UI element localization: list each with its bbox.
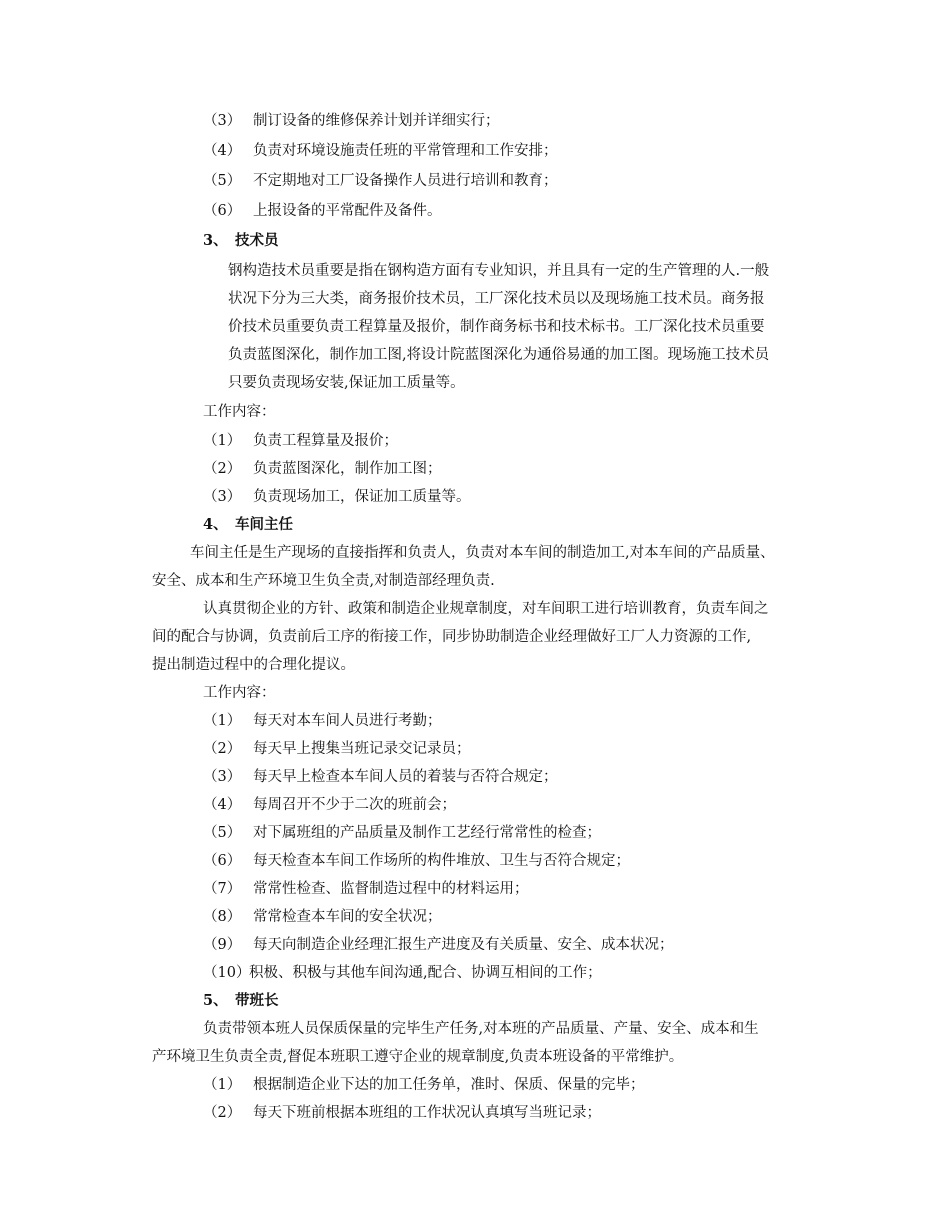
list-item (203, 171, 558, 191)
item-number: （6） (203, 853, 242, 869)
item-number: （10） (203, 965, 251, 981)
item-text: 负责现场加工，保证加工质量等。 (253, 489, 471, 505)
paragraph-line: 状况下分为三大类，商务报价技术员，工厂深化技术员以及现场施工技术员。商务报 (228, 291, 765, 307)
list-item (203, 141, 558, 161)
item-text: 每天早上搜集当班记录交记录员； (253, 741, 471, 757)
item-number: （3） (203, 769, 242, 785)
paragraph-line: 价技术员重要负责工程算量及报价，制作商务标书和技术标书。工厂深化技术员重要 (228, 319, 765, 335)
section-heading-shift-leader (203, 991, 279, 1011)
section-number: 3、 (203, 232, 228, 249)
list-item (203, 935, 674, 955)
item-number: （4） (203, 143, 242, 159)
section-number: 5、 (203, 992, 228, 1009)
list-item (203, 795, 456, 815)
list-item (203, 201, 442, 221)
list-item (203, 487, 471, 507)
item-text: 对下属班组的产品质量及制作工艺经行常常性的检查； (253, 825, 601, 841)
item-text: 常常检查本车间的安全状况； (253, 909, 442, 925)
list-item (203, 711, 442, 731)
work-content-label: 工作内容： (203, 685, 276, 701)
item-number: （2） (203, 741, 242, 757)
item-text: 负责对环境设施责任班的平常管理和工作安排； (253, 143, 558, 159)
item-number: （1） (203, 433, 242, 449)
paragraph-line: 只要负责现场安装,保证加工质量等。 (228, 375, 465, 391)
paragraph-line: 负责蓝图深化，制作加工图,将设计院蓝图深化为通俗易通的加工图。现场施工技术员 (228, 347, 770, 363)
paragraph-line: 负责带领本班人员保质保量的完毕生产任务,对本班的产品质量、产量、安全、成本和生 (203, 1021, 759, 1037)
item-number: （9） (203, 937, 242, 953)
item-text: 每天早上检查本车间人员的着装与否符合规定； (253, 769, 558, 785)
paragraph-line: 产环境卫生负责全责,督促本班职工遵守企业的规章制度,负责本班设备的平常维护。 (152, 1049, 684, 1065)
list-item (203, 879, 529, 899)
list-item (203, 111, 500, 131)
item-number: （8） (203, 909, 242, 925)
item-text: 制订设备的维修保养计划并详细实行； (253, 113, 500, 129)
item-number: （4） (203, 797, 242, 813)
section-number: 4、 (203, 516, 228, 533)
item-text: 负责工程算量及报价； (253, 433, 398, 449)
item-text: 上报设备的平常配件及备件。 (253, 203, 442, 219)
section-title: 车间主任 (235, 516, 293, 533)
list-item (203, 823, 601, 843)
item-number: （2） (203, 461, 242, 477)
list-item (203, 851, 630, 871)
paragraph-line: 认真贯彻企业的方针、政策和制造企业规章制度，对车间职工进行培训教育，负责车间之 (203, 601, 769, 617)
item-text: 积极、积极与其他车间沟通,配合、协调互相间的工作； (249, 965, 602, 981)
item-text: 每天下班前根据本班组的工作状况认真填写当班记录； (253, 1105, 601, 1121)
item-text: 每天检查本车间工作场所的构件堆放、卫生与否符合规定； (253, 853, 630, 869)
work-content-label: 工作内容： (203, 404, 276, 420)
list-item (203, 739, 471, 759)
paragraph-line: 提出制造过程中的合理化提议。 (152, 657, 355, 673)
section-heading-workshop-director (203, 515, 293, 535)
item-number: （3） (203, 113, 242, 129)
item-number: （6） (203, 203, 242, 219)
list-item (203, 1103, 601, 1123)
section-title: 带班长 (235, 992, 279, 1009)
item-number: （1） (203, 713, 242, 729)
item-text: 常常性检查、监督制造过程中的材料运用； (253, 881, 529, 897)
item-number: （7） (203, 881, 242, 897)
item-text: 负责蓝图深化，制作加工图； (253, 461, 442, 477)
section-title: 技术员 (235, 232, 279, 249)
item-text: 根据制造企业下达的加工任务单，准时、保质、保量的完毕； (253, 1077, 645, 1093)
item-number: （5） (203, 173, 242, 189)
list-item (203, 1075, 645, 1095)
item-text: 每周召开不少于二次的班前会； (253, 797, 456, 813)
item-text: 不定期地对工厂设备操作人员进行培训和教育； (253, 173, 558, 189)
item-number: （5） (203, 825, 242, 841)
section-heading-technician (203, 231, 279, 251)
list-item (203, 963, 602, 983)
paragraph-line: 钢构造技术员重要是指在钢构造方面有专业知识，并且具有一定的生产管理的人.一般 (228, 263, 770, 279)
paragraph-line: 间的配合与协调，负责前后工序的衔接工作，同步协助制造企业经理做好工厂人力资源的工作, (152, 629, 752, 645)
paragraph-line: 安全、成本和生产环境卫生负全责,对制造部经理负责. (152, 573, 495, 589)
list-item (203, 459, 442, 479)
item-text: 每天对本车间人员进行考勤； (253, 713, 442, 729)
list-item (203, 431, 398, 451)
list-item (203, 767, 558, 787)
item-number: （3） (203, 489, 242, 505)
item-number: （2） (203, 1105, 242, 1121)
paragraph-line: 车间主任是生产现场的直接指挥和负责人，负责对本车间的制造加工,对本车间的产品质量、 (190, 545, 775, 561)
item-text: 每天向制造企业经理汇报生产进度及有关质量、安全、成本状况； (253, 937, 674, 953)
list-item (203, 907, 442, 927)
item-number: （1） (203, 1077, 242, 1093)
